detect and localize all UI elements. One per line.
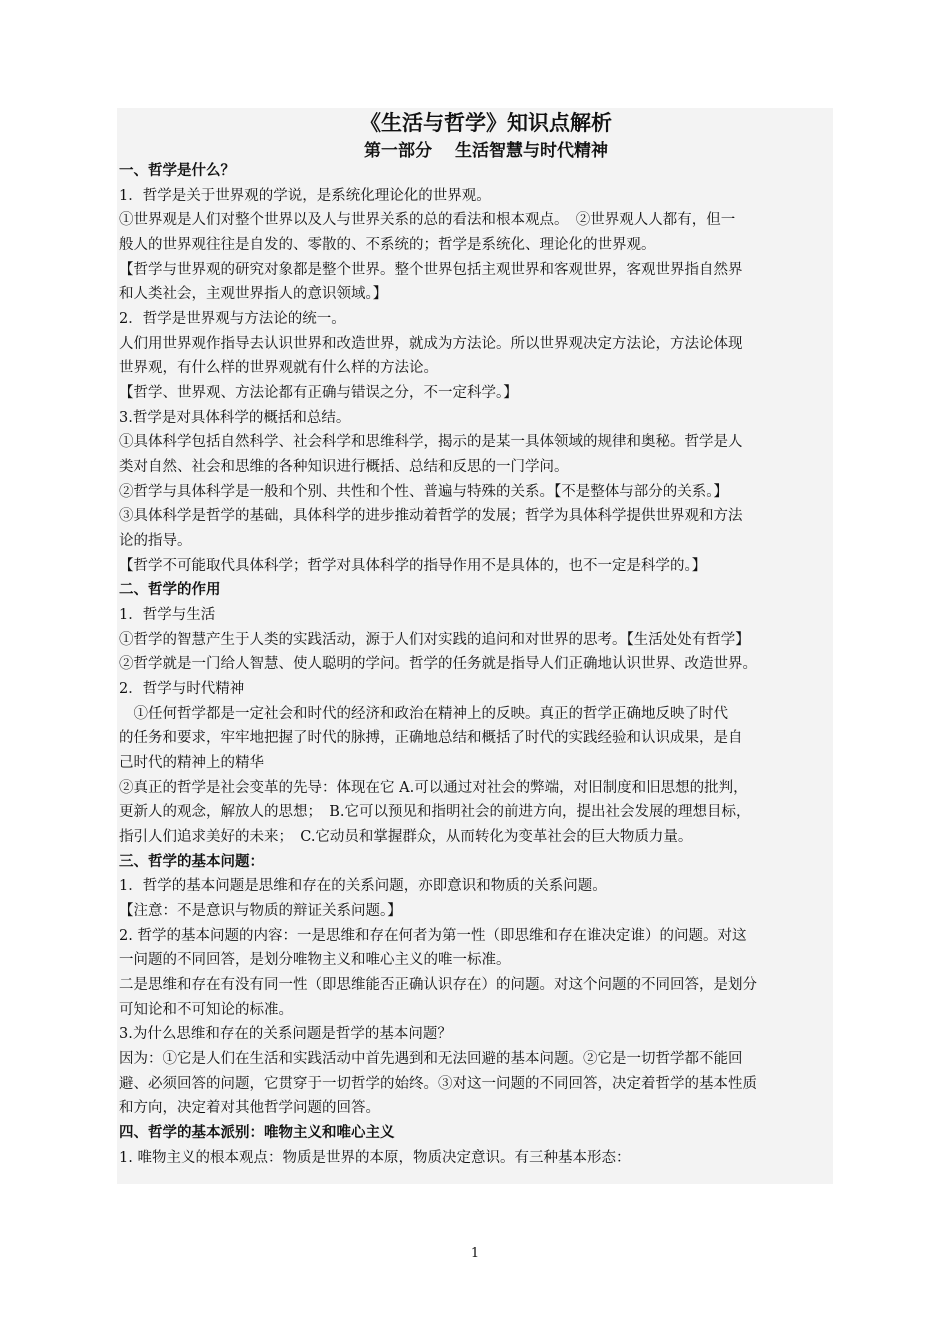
text-line: 和方向，决定着对其他哲学问题的回答。 [119,1100,380,1117]
text-line: 的任务和要求，牢牢地把握了时代的脉搏，正确地总结和概括了时代的实践经验和认识成果，是自 [119,730,743,747]
text-line: 2．哲学与时代精神 [119,681,245,698]
text-line: 更新人的观念，解放人的思想； B.它可以预见和指明社会的前进方向，提出社会发展的理想目标， [119,804,751,821]
text-line: 2．哲学是世界观与方法论的统一。 [119,311,346,328]
section-heading: 三、哲学的基本问题： [119,852,264,870]
text-line: 避、必须回答的问题，它贯穿于一切哲学的始终。③对这一问题的不同回答，决定着哲学的基本性质 [119,1075,757,1092]
text-line: 人们用世界观作指导去认识世界和改造世界，就成为方法论。所以世界观决定方法论，方法论体现 [119,335,743,352]
text-line: 【哲学不可能取代具体科学；哲学对具体科学的指导作用不是具体的，也不一定是科学的。】 [119,557,707,574]
text-line: 3.为什么思维和存在的关系问题是哲学的基本问题？ [119,1026,452,1043]
text-line: 1．哲学是关于世界观的学说，是系统化理论化的世界观。 [119,187,491,204]
document-subtitle: 第一部分 生活智慧与时代精神 [364,141,608,161]
section-heading: 一、哲学是什么？ [119,162,235,179]
text-line: 般人的世界观往往是自发的、零散的、不系统的；哲学是系统化、理论化的世界观。 [119,237,656,253]
section-heading: 二、哲学的作用 [119,581,221,599]
text-line: 因为：①它是人们在生活和实践活动中首先遇到和无法回避的基本问题。②它是一切哲学都不能回 [119,1051,743,1068]
text-line: 可知论和不可知论的标准。 [119,1001,293,1018]
text-line: 【哲学与世界观的研究对象都是整个世界。整个世界包括主观世界和客观世界，客观世界指自然界 [119,261,743,278]
text-line: 世界观，有什么样的世界观就有什么样的方法论。 [119,360,438,377]
text-line: 1．哲学与生活 [119,607,216,624]
text-line: 二是思维和存在有没有同一性（即思维能否正确认识存在）的问题。对这个问题的不同回答，是划分 [119,977,757,994]
text-line: ①哲学的智慧产生于人类的实践活动，源于人们对实践的追问和对世界的思考。【生活处处有哲学】 [119,631,750,648]
text-line: 【注意：不是意识与物质的辩证关系问题。】 [119,903,402,920]
text-line: ①具体科学包括自然科学、社会科学和思维科学，揭示的是某一具体领域的规律和奥秘。哲学是人 [119,434,743,451]
document-title: 《生活与哲学》知识点解析 [360,110,612,135]
text-line: 1．哲学的基本问题是思维和存在的关系问题，亦即意识和物质的关系问题。 [119,878,607,895]
text-line: 和人类社会，主观世界指人的意识领域。】 [119,286,388,303]
text-line: 指引人们追求美好的未来； C.它动员和掌握群众，从而转化为变革社会的巨大物质力量。 [119,829,693,846]
text-line: 一问题的不同回答，是划分唯物主义和唯心主义的唯一标准。 [119,952,511,969]
page-number: 1 [470,1246,480,1261]
text-line: ③具体科学是哲学的基础，具体科学的进步推动着哲学的发展；哲学为具体科学提供世界观和方法 [119,508,743,525]
text-line: ②哲学与具体科学是一般和个别、共性和个性、普遍与特殊的关系。【不是整体与部分的关系。】 [119,483,728,500]
text-line: ①世界观是人们对整个世界以及人与世界关系的总的看法和根本观点。 ②世界观人人都有，但一 [119,212,736,229]
text-line: 论的指导。 [119,533,192,550]
text-line: 【哲学、世界观、方法论都有正确与错误之分，不一定科学。】 [119,385,518,402]
text-line: ②哲学就是一门给人智慧、使人聪明的学问。哲学的任务就是指导人们正确地认识世界、改造世界。 [119,656,757,673]
text-line: 类对自然、社会和思维的各种知识进行概括、总结和反思的一门学问。 [119,459,569,476]
section-heading: 四、哲学的基本派别：唯物主义和唯心主义 [119,1124,395,1142]
text-line: 2. 哲学的基本问题的内容：一是思维和存在何者为第一性（即思维和存在谁决定谁）的问题。对这 [119,927,747,944]
text-line: ②真正的哲学是社会变革的先导：体现在它 A.可以通过对社会的弊端，对旧制度和旧思想的批判， [119,779,748,796]
text-line: 己时代的精神上的精华 [119,755,264,772]
text-line: 1. 唯物主义的根本观点：物质是世界的本原，物质决定意识。有三种基本形态： [119,1149,631,1166]
text-line: ①任何哲学都是一定社会和时代的经济和政治在精神上的反映。真正的哲学正确地反映了时代 [119,705,728,722]
text-line: 3.哲学是对具体科学的概括和总结。 [119,409,351,426]
